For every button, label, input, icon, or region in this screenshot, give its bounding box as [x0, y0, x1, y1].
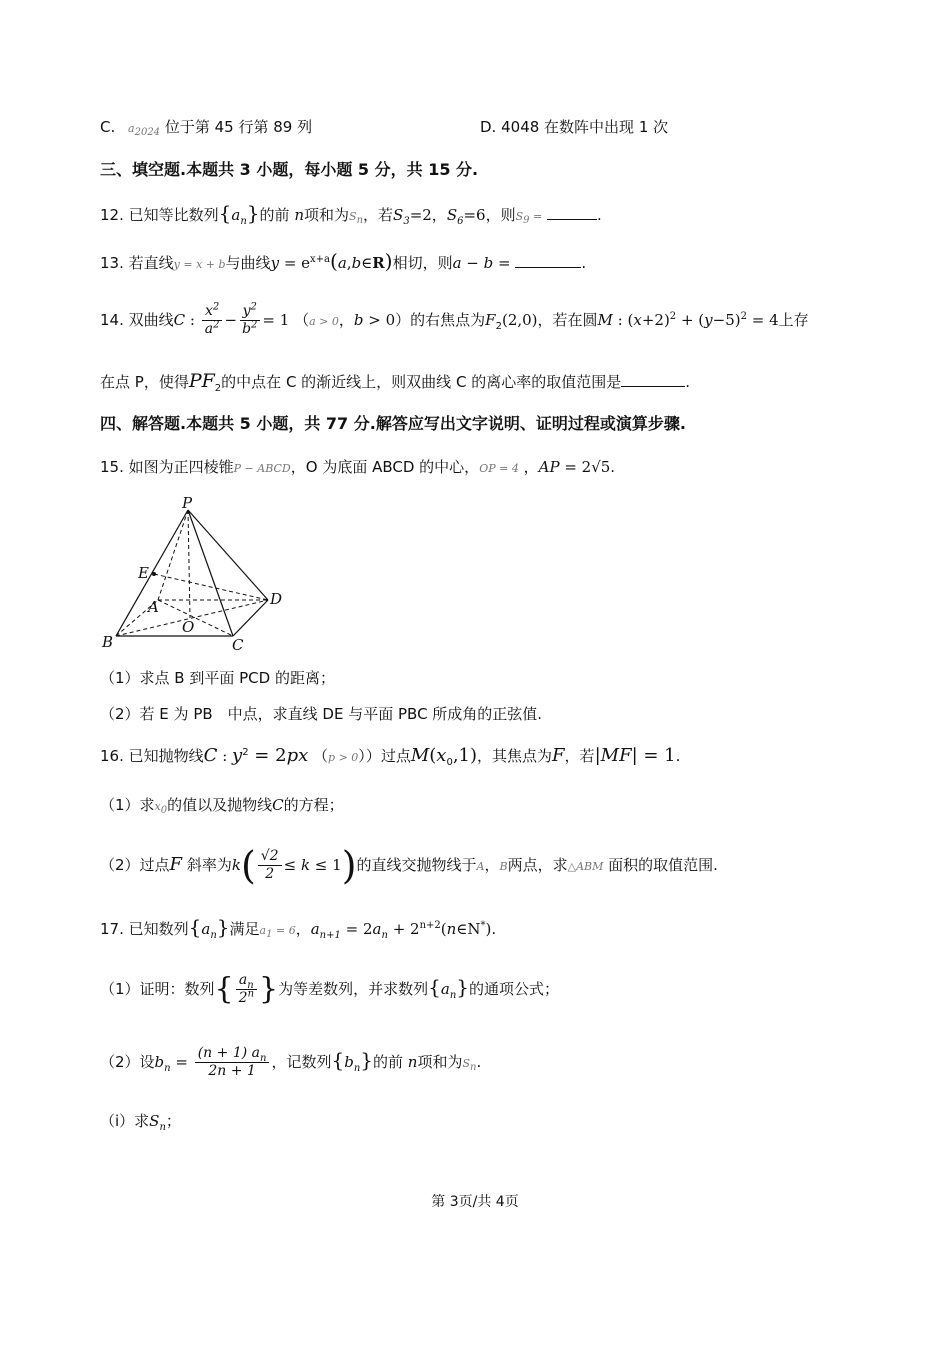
label-e: E [138, 564, 149, 582]
q14-answer-blank[interactable] [621, 372, 685, 387]
q12-answer-blank[interactable] [547, 205, 597, 220]
question-15: 15. 如图为正四棱锥P − ABCD，O 为底面 ABCD 的中心，OP = 4 ，AP = 2√5. [100, 458, 616, 476]
q16-part2: （2）过点F 斜率为k( $\frac{√2}{2}$ ≤ k ≤ 1)的直线交抛物线于A，B两点，求△ABM 面积的取值范围. [100, 843, 718, 888]
section4-heading: 四、解答题.本题共 5 小题，共 77 分.解答应写出文字说明、证明过程或演算步骤. [100, 414, 686, 433]
edge-pd [188, 510, 268, 600]
pyramid-figure [100, 494, 300, 654]
edge-cd [233, 600, 268, 636]
question-13: 13. 若直线y = x + b与曲线$y = e^{x+a}(a,b\in R)$相切，则a − b = . [100, 249, 587, 273]
segment-ed [154, 574, 268, 600]
q13-number: 13. [100, 254, 124, 272]
q17-part3: （i）求$S_n$； [100, 1112, 181, 1133]
question-17: 17. 已知数列$\{a_n\}$满足$a_1 = 6$，$a_{n+1} = 2a_n$ + $2^{n+2}(n\in N^*)$. [100, 915, 497, 941]
option-d [480, 116, 668, 138]
q15-part2: （2）若 E 为 PB 中点，求直线 DE 与平面 PBC 所成角的正弦值. [100, 705, 543, 723]
q16-part1: （1）求$x_0$的值以及抛物线C的方程； [100, 796, 344, 817]
label-d: D [270, 590, 283, 608]
q17-part2: （2）设$b_n$ = $\frac{(n + 1) a_n}{2n + 1}$ ，记数列$\{b_n\}$的前 n项和为$S_n$. [100, 1045, 482, 1079]
question-14-line2: 在点 P，使得$PF_2$的中点在 C 的渐近线上，则双曲线 C 的离心率的取值范围是 . [100, 370, 690, 394]
option-d-label: D. [480, 118, 497, 136]
option-d-text: 4048 在数阵中出现 1 次 [501, 118, 669, 136]
label-a: A [148, 598, 159, 616]
q14-number: 14. [100, 311, 124, 329]
label-o: O [182, 618, 195, 636]
q17-number: 17. [100, 920, 124, 938]
question-12: 12. 已知等比数列$\{a_n\}$的前 n项和为$S_n$，若$S_3=2$，$S_6=6$，则$S_9$ = . [100, 201, 602, 227]
q15-part1: （1）求点 B 到平面 PCD 的距离； [100, 669, 335, 687]
page-footer: 第 3页/共 4页 [431, 1194, 519, 1210]
q12-number: 12. [100, 206, 124, 224]
option-c-label: C. [100, 118, 116, 136]
option-c: C. $a_{2024}$ 位于第 45 行第 89 列 [100, 118, 313, 139]
label-c: C [232, 636, 244, 654]
question-14: 14. 双曲线C : $\frac{x^2}{a^2}$ − $\frac{y^2}{b^2}$ = 1 （a > 0，b > 0）的右焦点为$F_2(2,0)$，若在圆M : $(x+2)^2 + (y-5)^2 = 4$上存 [100, 301, 809, 337]
q17-part1: （1）证明：数列{ $\frac{a_n}{2^n}$ }为等差数列，并求数列$\{a_n\}$的通项公式； [100, 971, 560, 1007]
question-16: 16. 已知抛物线C : $y^2 = 2px$ （p > 0））过点$M(x_0,1)$，其焦点为F，若|MF| = 1. [100, 745, 681, 768]
edge-pb [116, 510, 188, 636]
q15-number: 15. [100, 458, 124, 476]
label-p: P [182, 494, 193, 512]
point-e-dot [152, 572, 156, 576]
option-c-text: 位于第 45 行第 89 列 [164, 118, 313, 136]
segment-po [188, 510, 190, 618]
section3-heading: 三、填空题.本题共 3 小题，每小题 5 分，共 15 分. [100, 160, 479, 179]
label-b: B [102, 633, 114, 651]
q13-answer-blank[interactable] [515, 253, 581, 268]
q16-number: 16. [100, 747, 124, 765]
